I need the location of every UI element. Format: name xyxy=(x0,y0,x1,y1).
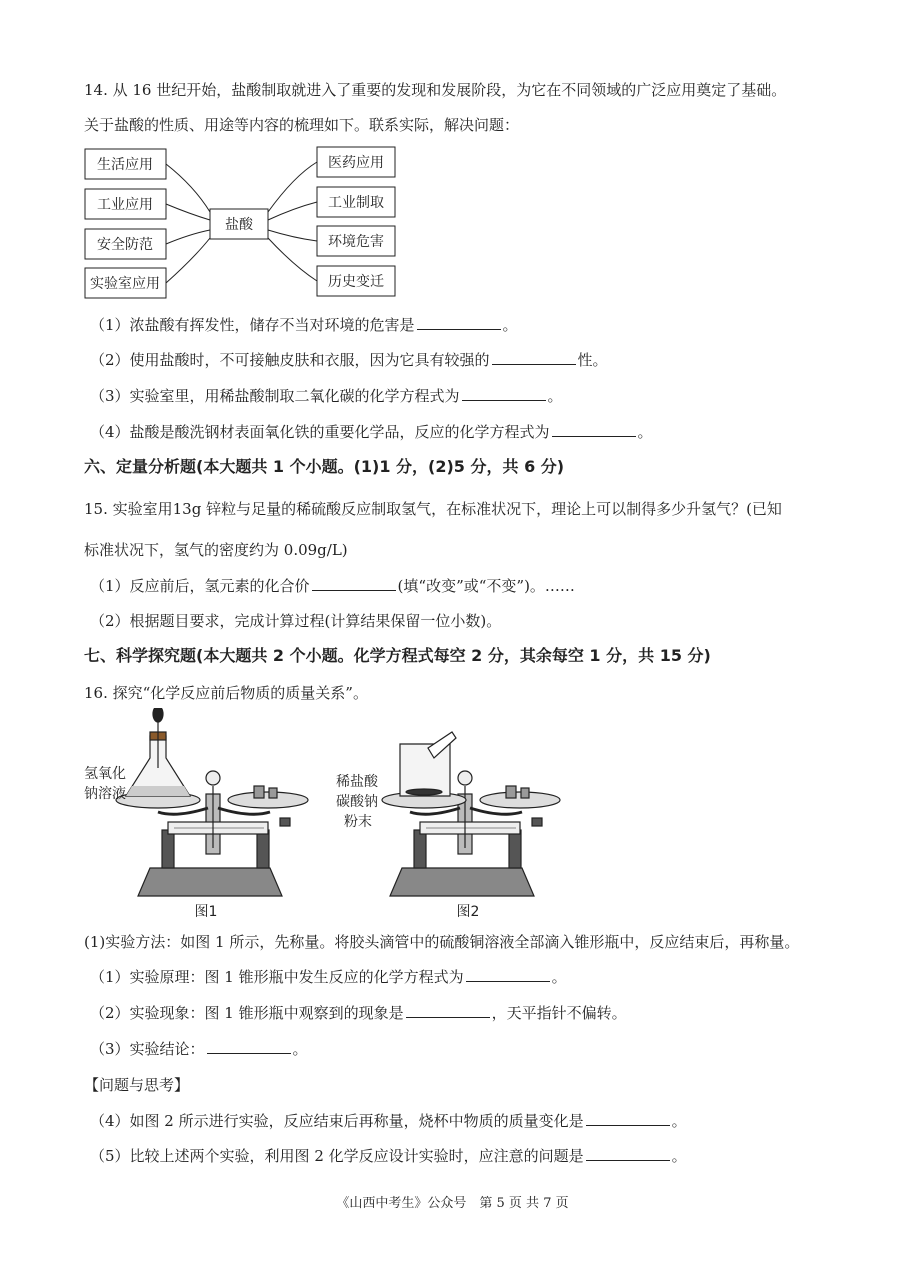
diagram-left-4: 实验室应用 xyxy=(90,276,160,292)
fig2-label-1: 稀盐酸 xyxy=(336,774,378,790)
answer-blank[interactable] xyxy=(492,350,576,365)
q14-sub1-end: 。 xyxy=(502,316,518,334)
hcl-mindmap-diagram xyxy=(84,146,404,302)
answer-blank[interactable] xyxy=(462,386,546,401)
q16-method: (1)实验方法：如图 1 所示，先称量。将胶头滴管中的硫酸铜溶液全部滴入锥形瓶中，反应结束后，再称量。 xyxy=(84,933,800,951)
diagram-left-1: 生活应用 xyxy=(97,157,153,173)
answer-blank[interactable] xyxy=(207,1039,291,1054)
q15-sub1 xyxy=(90,576,575,596)
q16-sub4-end: 。 xyxy=(671,1112,687,1130)
page-footer: 《山西中考生》公众号 第 5 页 共 7 页 xyxy=(336,1196,569,1211)
fig2-label-2-line1: 碳酸钠 xyxy=(336,794,378,810)
figure-1-balance xyxy=(80,708,310,923)
q14-sub2 xyxy=(90,350,608,370)
q16-sub5-text: （5）比较上述两个实验，利用图 2 化学反应设计实验时，应注意的问题是 xyxy=(90,1147,584,1165)
q16-sub4 xyxy=(90,1111,687,1131)
fig1-label-line2: 钠溶液 xyxy=(84,786,126,802)
q16-sub1-text: （1）实验原理：图 1 锥形瓶中发生反应的化学方程式为 xyxy=(90,968,464,986)
fig1-caption: 图1 xyxy=(194,904,218,920)
q15-sub1-end: (填“改变”或“不变”)。…… xyxy=(397,577,575,595)
answer-blank[interactable] xyxy=(312,576,396,591)
answer-blank[interactable] xyxy=(552,422,636,437)
diagram-center: 盐酸 xyxy=(225,217,253,233)
q14-sub3-text: （3）实验室里，用稀盐酸制取二氧化碳的化学方程式为 xyxy=(90,387,460,405)
fig2-label-2-line2: 粉末 xyxy=(344,814,372,830)
q16-sub5 xyxy=(90,1146,687,1166)
q16-sub5-end: 。 xyxy=(671,1147,687,1165)
q16-title: 16. 探究“化学反应前后物质的质量关系”。 xyxy=(84,684,368,702)
q14-sub4-text: （4）盐酸是酸洗钢材表面氧化铁的重要化学品，反应的化学方程式为 xyxy=(90,423,550,441)
q15-line2: 标准状况下，氢气的密度约为 0.09g/L) xyxy=(84,541,348,559)
q16-sub2-end: ，天平指针不偏转。 xyxy=(491,1004,627,1022)
diagram-right-3: 环境危害 xyxy=(328,234,384,250)
q16-sub1 xyxy=(90,967,567,987)
answer-blank[interactable] xyxy=(586,1111,670,1126)
diagram-left-2: 工业应用 xyxy=(97,197,153,213)
q16-sub4-text: （4）如图 2 所示进行实验，反应结束后再称量，烧杯中物质的质量变化是 xyxy=(90,1112,584,1130)
q14-sub3-end: 。 xyxy=(547,387,563,405)
diagram-right-4: 历史变迁 xyxy=(328,274,384,290)
q16-sub3-end: 。 xyxy=(292,1040,308,1058)
q16-sub3 xyxy=(90,1039,308,1059)
q14-sub2-end: 性。 xyxy=(577,351,608,369)
q14-line1: 14. 从 16 世纪开始，盐酸制取就进入了重要的发现和发展阶段，为它在不同领域的广泛应用奠定了基础。 xyxy=(84,81,787,99)
fig1-label-line1: 氢氧化 xyxy=(84,766,126,782)
section-6-heading: 六、定量分析题(本大题共 1 个小题。(1)1 分，(2)5 分，共 6 分) xyxy=(84,457,565,476)
fig2-caption: 图2 xyxy=(456,904,480,920)
answer-blank[interactable] xyxy=(417,315,501,330)
q14-sub3 xyxy=(90,386,563,406)
q15-sub1-text: （1）反应前后，氢元素的化合价 xyxy=(90,577,310,595)
q16-sub3-text: （3）实验结论： xyxy=(90,1040,205,1058)
q16-think-heading: 【问题与思考】 xyxy=(84,1076,190,1094)
section-7-heading: 七、科学探究题(本大题共 2 个小题。化学方程式每空 2 分，其余每空 1 分，共 15 分) xyxy=(84,646,711,665)
diagram-left-3: 安全防范 xyxy=(97,237,153,253)
q14-sub1-text: （1）浓盐酸有挥发性，储存不当对环境的危害是 xyxy=(90,316,415,334)
q15-line1: 15. 实验室用13g 锌粒与足量的稀硫酸反应制取氢气，在标准状况下，理论上可以制得多少升氢气？(已知 xyxy=(84,500,782,518)
q15-sub2: （2）根据题目要求，完成计算过程(计算结果保留一位小数)。 xyxy=(90,612,502,630)
diagram-right-1: 医药应用 xyxy=(328,155,384,171)
answer-blank[interactable] xyxy=(406,1003,490,1018)
q14-line2: 关于盐酸的性质、用途等内容的梳理如下。联系实际，解决问题： xyxy=(84,116,520,134)
answer-blank[interactable] xyxy=(586,1146,670,1161)
q14-sub4-end: 。 xyxy=(637,423,653,441)
answer-blank[interactable] xyxy=(466,967,550,982)
q16-sub2 xyxy=(90,1003,627,1023)
diagram-right-2: 工业制取 xyxy=(328,195,384,211)
q14-sub4 xyxy=(90,422,653,442)
q16-sub2-text: （2）实验现象：图 1 锥形瓶中观察到的现象是 xyxy=(90,1004,404,1022)
figure-2-balance xyxy=(332,708,562,923)
q16-sub1-end: 。 xyxy=(551,968,567,986)
q14-sub1 xyxy=(90,315,518,335)
q14-sub2-text: （2）使用盐酸时，不可接触皮肤和衣服，因为它具有较强的 xyxy=(90,351,490,369)
